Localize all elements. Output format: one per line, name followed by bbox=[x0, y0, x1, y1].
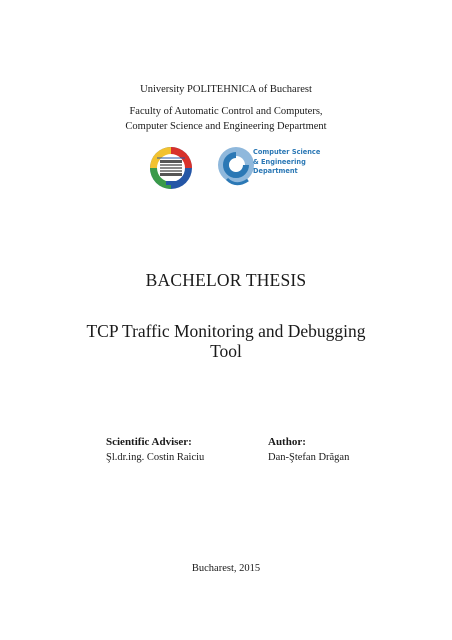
politehnica-logo-icon bbox=[148, 145, 194, 191]
cs-logo-line1: Computer Science bbox=[253, 148, 321, 156]
university-name: University POLITEHNICA of Bucharest bbox=[140, 84, 312, 95]
cs-logo-line3: Department bbox=[253, 167, 298, 176]
adviser-name: Şl.dr.ing. Costin Raiciu bbox=[106, 452, 205, 463]
cs-department-logo-text bbox=[253, 148, 320, 177]
author-name: Dan-Ştefan Drăgan bbox=[268, 452, 350, 463]
thesis-title-line2: Tool bbox=[210, 341, 242, 361]
department-name: Computer Science and Engineering Department bbox=[125, 121, 327, 132]
adviser-label: Scientific Adviser: bbox=[106, 436, 192, 448]
thesis-title-line1: TCP Traffic Monitoring and Debugging bbox=[86, 321, 366, 341]
cs-logo-line2: & Engineering bbox=[253, 157, 306, 166]
place-date: Bucharest, 2015 bbox=[191, 563, 261, 574]
faculty-name: Faculty of Automatic Control and Computers, bbox=[129, 106, 323, 117]
author-label: Author: bbox=[268, 436, 306, 448]
logos-row bbox=[0, 144, 452, 192]
thesis-type: BACHELOR THESIS bbox=[145, 270, 307, 290]
